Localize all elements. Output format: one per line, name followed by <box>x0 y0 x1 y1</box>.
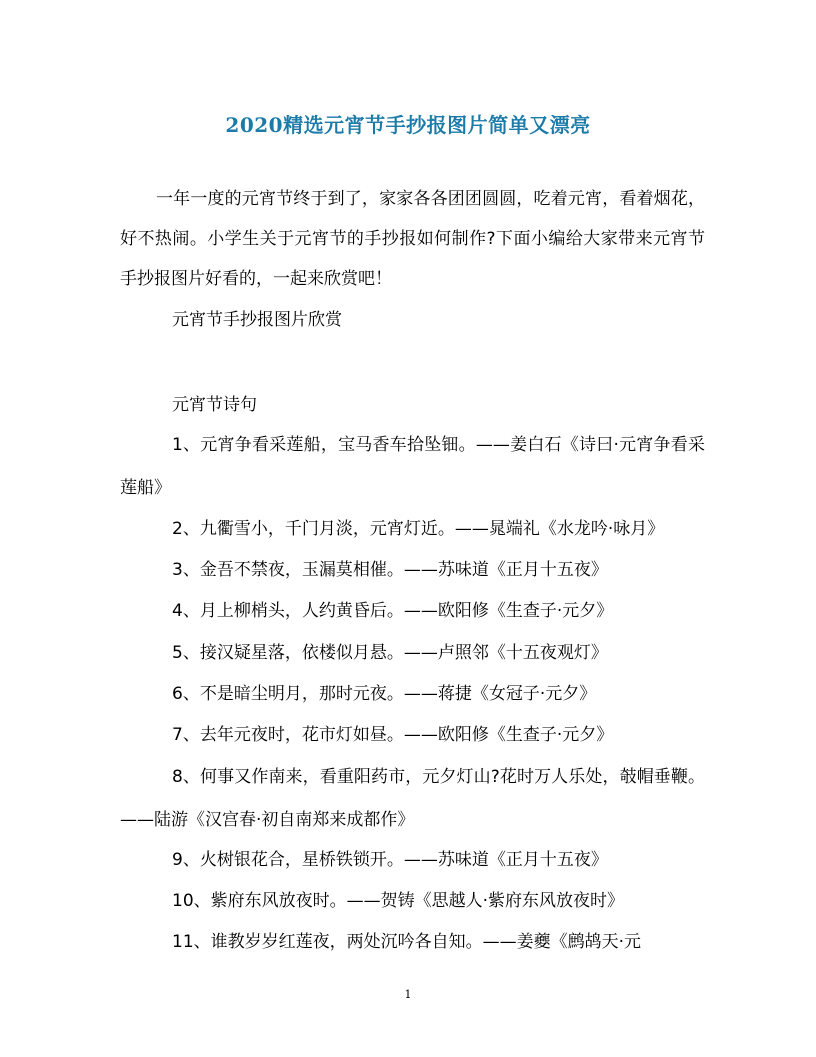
poem-item: 4、月上柳梢头，人约黄昏后。——欧阳修《生查子·元夕》 <box>172 601 614 621</box>
page-number: 1 <box>404 988 412 1001</box>
poem-item: 9、火树银花合，星桥铁锁开。——苏味道《正月十五夜》 <box>172 850 608 870</box>
document-title: 2020精选元宵节手抄报图片简单又漂亮 <box>225 113 591 137</box>
intro-text: 一年一度的元宵节终于到了，家家各各团团圆圆，吃着元宵，看着烟花，好不热闹。小学生关于元宵节的手抄报如何制作?下面小编给大家带来元宵节手抄报图片好看的，一起来欣赏吧！ <box>120 189 705 289</box>
section-heading-gallery: 元宵节手抄报图片欣赏 <box>172 310 342 330</box>
poem-item: 7、去年元夜时，花市灯如昼。——欧阳修《生查子·元夕》 <box>172 725 614 745</box>
intro-paragraph <box>120 179 705 299</box>
poem-item: 3、金吾不禁夜，玉漏莫相催。——苏味道《正月十五夜》 <box>172 560 608 580</box>
poem-item: 1、元宵争看采莲船，宝马香车拾坠钿。——姜白石《诗曰·元宵争看采莲船》 <box>120 435 705 498</box>
poem-item: 6、不是暗尘明月，那时元夜。——蒋捷《女冠子·元夕》 <box>172 684 597 704</box>
poem-item: 8、何事又作南来，看重阳药市，元夕灯山?花时万人乐处，攲帽垂鞭。——陆游《汉宫春·初自南郑来成都作》 <box>120 767 705 830</box>
poem-item: 10、紫府东风放夜时。——贺铸《思越人·紫府东风放夜时》 <box>172 891 625 911</box>
poem-item: 2、九衢雪小，千门月淡，元宵灯近。——晁端礼《水龙吟·咏月》 <box>172 519 665 539</box>
section-heading-poems: 元宵节诗句 <box>172 395 257 415</box>
poem-item: 11、谁教岁岁红莲夜，两处沉吟各自知。——姜夔《鹧鸪天·元 <box>172 932 642 952</box>
poem-item: 5、接汉疑星落，依楼似月悬。——卢照邻《十五夜观灯》 <box>172 643 608 663</box>
